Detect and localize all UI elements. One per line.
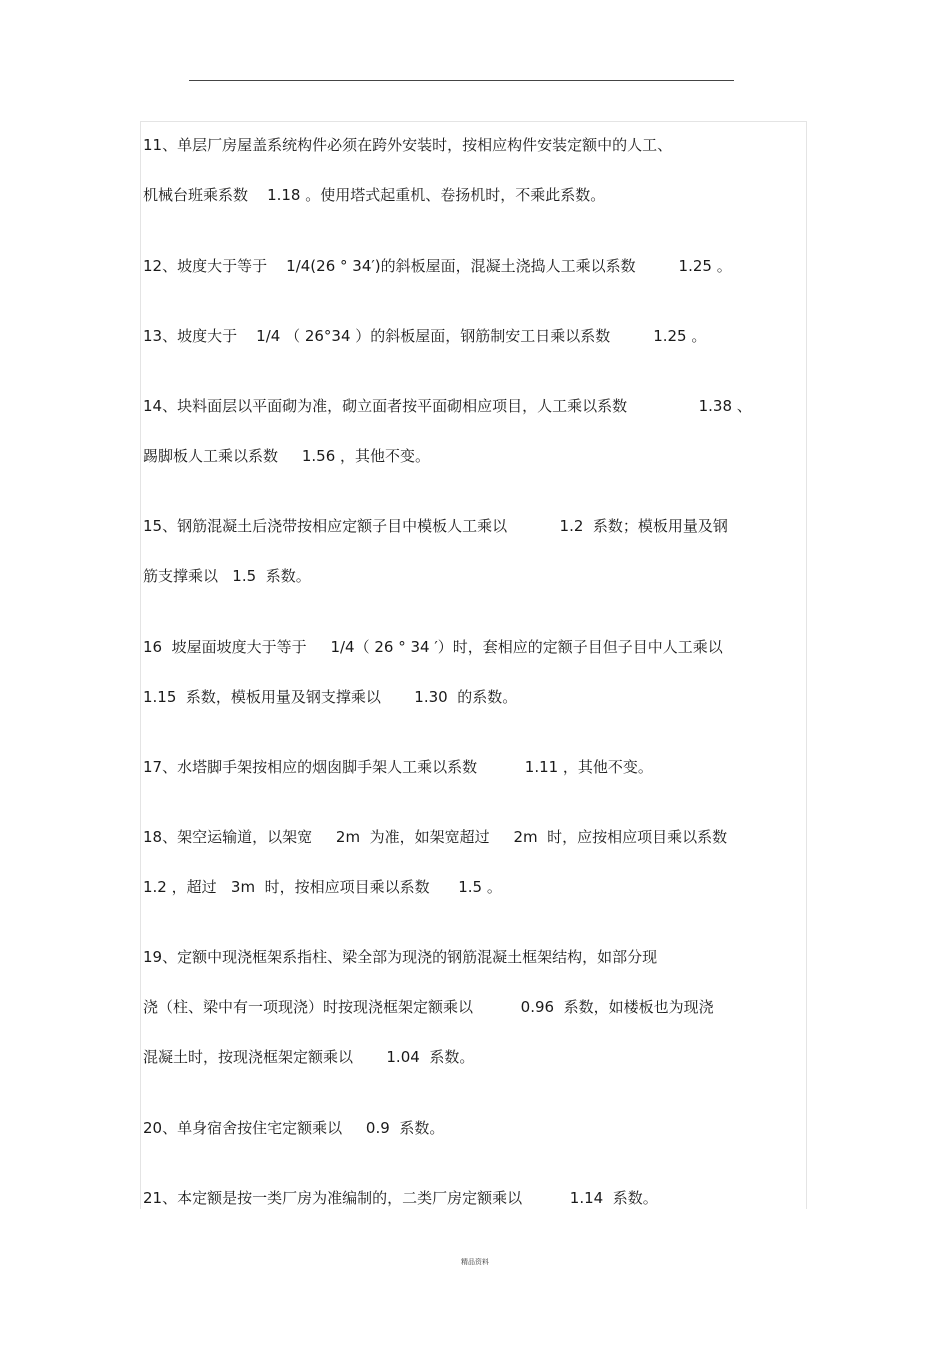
- text-line: 筋支撑乘以 1.5 系数。: [143, 567, 311, 585]
- text-line: 20、单身宿舍按住宅定额乘以 0.9 系数。: [143, 1119, 445, 1137]
- text-line: 11、单层厂房屋盖系统构件必须在跨外安装时，按相应构件安装定额中的人工、: [143, 136, 673, 154]
- text-line: 踢脚板人工乘以系数 1.56 ，其他不变。: [143, 447, 431, 465]
- header-rule: [189, 80, 734, 81]
- text-line: 16 坡屋面坡度大于等于 1/4（ 26 ° 34 ′）时，套相应的定额子目但子目中人工乘以: [143, 638, 723, 656]
- text-line: 13、坡度大于 1/4 （ 26°34 ）的斜板屋面，钢筋制安工日乘以系数 1.25 。: [143, 327, 707, 345]
- text-line: 18、架空运输道，以架宽 2m 为准，如架宽超过 2m 时，应按相应项目乘以系数: [143, 828, 728, 846]
- content-frame: [140, 121, 807, 1209]
- text-line: 19、定额中现浇框架系指柱、梁全部为现浇的钢筋混凝土框架结构，如部分现: [143, 948, 658, 966]
- text-line: 15、钢筋混凝土后浇带按相应定额子目中模板人工乘以 1.2 系数；模板用量及钢: [143, 517, 728, 535]
- text-line: 混凝土时，按现浇框架定额乘以 1.04 系数。: [143, 1048, 475, 1066]
- text-line: 浇（柱、梁中有一项现浇）时按现浇框架定额乘以 0.96 系数，如楼板也为现浇: [143, 998, 714, 1016]
- text-line: 21、本定额是按一类厂房为准编制的，二类厂房定额乘以 1.14 系数。: [143, 1189, 658, 1207]
- page-footer: 精品资料: [461, 1258, 489, 1266]
- text-line: 机械台班乘系数 1.18 。使用塔式起重机、卷扬机时，不乘此系数。: [143, 186, 606, 204]
- text-line: 1.15 系数，模板用量及钢支撑乘以 1.30 的系数。: [143, 688, 518, 706]
- text-line: 1.2 ，超过 3m 时，按相应项目乘以系数 1.5 。: [143, 878, 502, 896]
- text-line: 12、坡度大于等于 1/4(26 ° 34′)的斜板屋面，混凝土浇捣人工乘以系数 1.25 。: [143, 257, 732, 275]
- text-line: 14、块料面层以平面砌为准，砌立面者按平面砌相应项目，人工乘以系数 1.38 、: [143, 397, 752, 415]
- text-line: 17、水塔脚手架按相应的烟囱脚手架人工乘以系数 1.11 ，其他不变。: [143, 758, 653, 776]
